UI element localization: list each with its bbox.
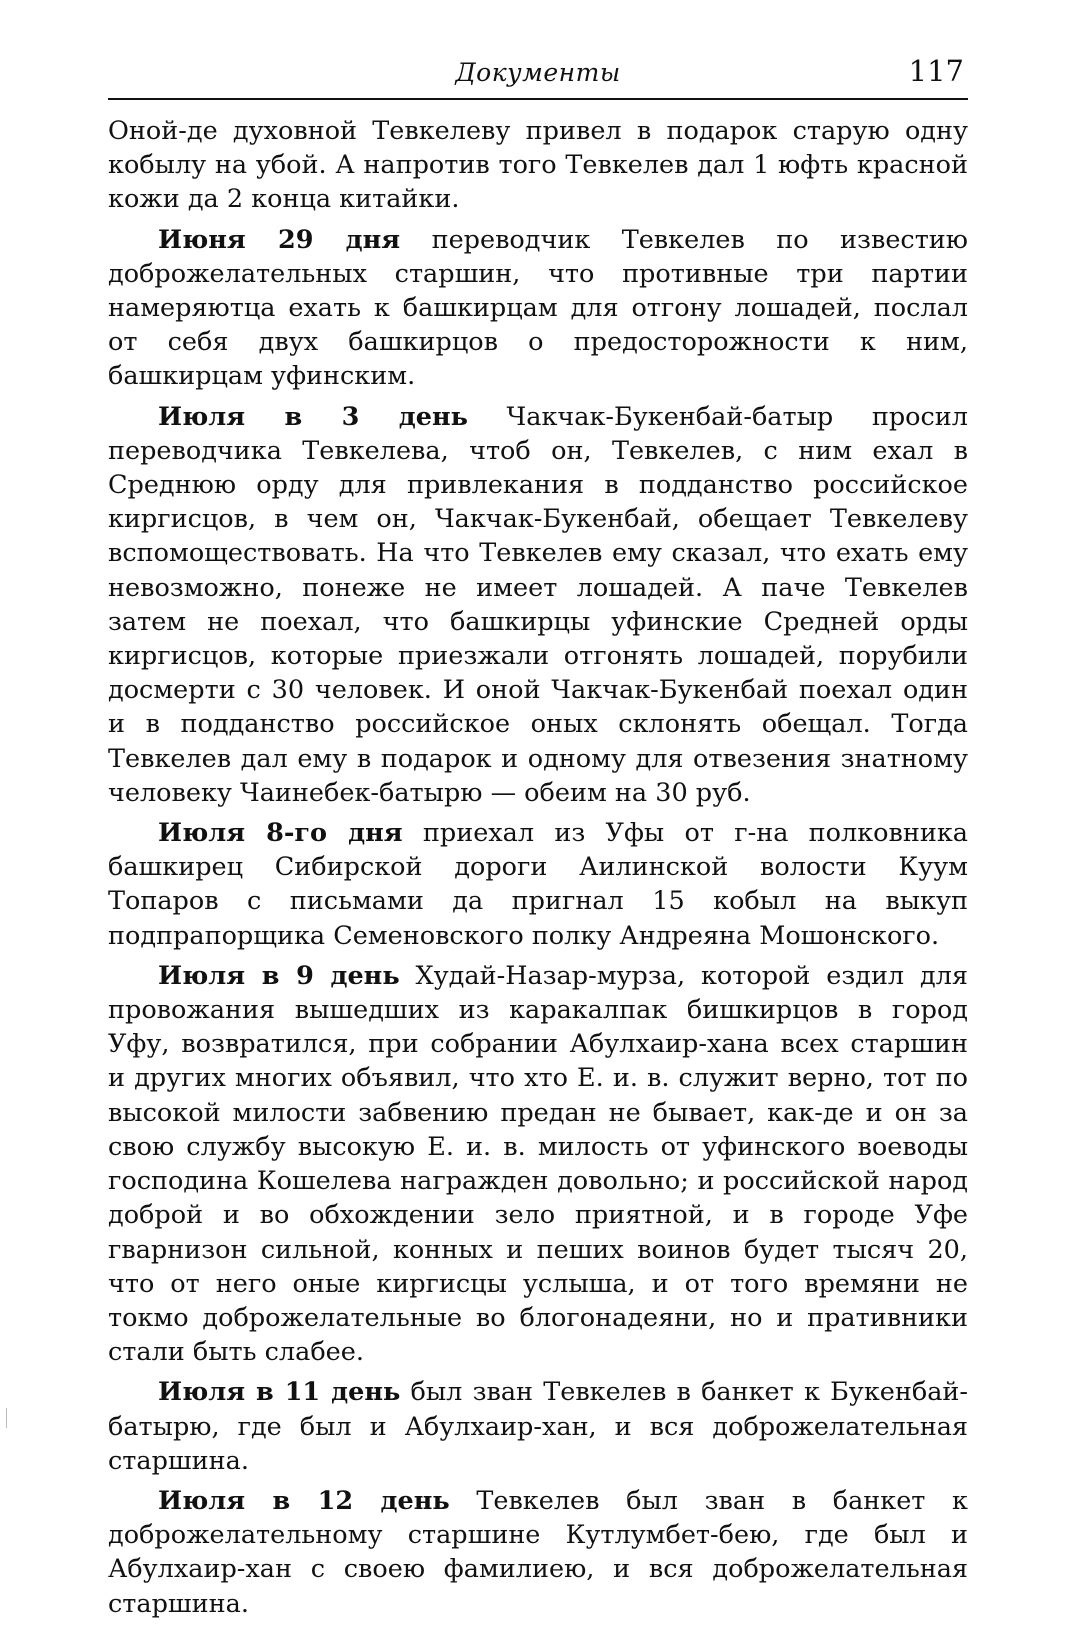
date-lead: Июля 8-го дня xyxy=(158,818,403,849)
paragraph-text: Оной-де духовной Тевкелеву привел в подарок старую одну кобылу на убой. А напротив того Тевкелев дал 1 юфть красной кожи да 2 конца китайки. xyxy=(108,116,968,215)
date-lead: Июля в 3 день xyxy=(158,401,468,432)
paragraph-text: был зван Тевкелев в банкет к Букенбай-батырю, где был и Абулхаир-хан, и вся доброжелательная старшина. xyxy=(108,1377,969,1476)
date-lead: Июня 29 дня xyxy=(158,224,401,255)
paragraph xyxy=(108,114,968,217)
paragraph-text: приехал из Уфы от г-на полковника башкирец Сибирской дороги Аилинской волости Куум Топаров с письмами да пригнал 15 кобыл на выкуп подпрапорщика Семеновского полку Андреяна Мошонского. xyxy=(108,818,969,951)
paragraph-text: Тевкелев был зван в банкет к доброжелательному старшине Кутлумбет-бею, где был и Абулхаир-хан с своею фамилиею, и вся доброжелательная старшина. xyxy=(108,1485,968,1619)
document-page xyxy=(108,50,968,1627)
header-rule xyxy=(108,98,968,100)
page-number: 117 xyxy=(908,54,964,88)
margin-mark xyxy=(6,1408,7,1428)
body-text xyxy=(108,114,968,1621)
paragraph-text: Чакчак-Букенбай-батыр просил переводчика Тевкелева, чтоб он, Тевкелев, с ним ехал в Среднюю орду для привлекания в подданство российское киргисцов, в чем он, Чакчак-Букенбай, обещает Тевкелеву вспомоществовать. На что Тевкелев ему сказал, что ехать ему невозможно, понеже не имеет лошадей. А паче Тевкелев затем не поехал, что башкирцы уфинские Средней орды киргисцов, которые приезжали отгонять лошадей, порубили досмерти с 30 человек. И оной Чакчак-Букенбай поехал один и в подданство российское оных склонять обещал. Тогда Тевкелев дал ему в подарок и одному для отвезения знатному человеку Чаинебек-батырю — обеим на 30 руб. xyxy=(108,401,969,808)
paragraph xyxy=(108,1375,968,1478)
paragraph xyxy=(108,816,968,953)
paragraph-text: переводчик Тевкелев по известию доброжелательных старшин, что противные три партии намеряютца ехать к башкирцам для отгону лошадей, послал от себя двух башкирцов о предосторожности к ним, башкирцам уфинским. xyxy=(108,224,968,392)
date-lead: Июля в 11 день xyxy=(158,1377,401,1408)
running-header xyxy=(108,50,968,98)
paragraph xyxy=(108,959,968,1369)
date-lead: Июля в 9 день xyxy=(158,960,400,991)
paragraph xyxy=(108,400,968,810)
date-lead: Июля в 12 день xyxy=(158,1485,450,1516)
paragraph-text: Худай-Назар-мурза, которой ездил для провожания вышедших из каракалпак бишкирцов в город Уфу, возвратился, при собрании Абулхаир-хана всех старшин и других многих объявил, что хто Е. и. в. служит верно, тот по высокой милости забвению предан не бывает, как-де и он за свою службу высокую Е. и. в. милость от уфинского воеводы господина Кошелева награжден довольно; и российской народ доброй и во обхождении зело приятной, и в городе Уфе гварнизон сильной, конных и пеших воинов будет тысяч 20, что от него оные киргисцы услыша, и от того времяни не токмо доброжелательные во блогонадеяни, но и пративники стали быть слабее. xyxy=(108,960,968,1368)
paragraph xyxy=(108,1484,968,1621)
running-title: Документы xyxy=(455,58,621,87)
paragraph xyxy=(108,223,968,394)
